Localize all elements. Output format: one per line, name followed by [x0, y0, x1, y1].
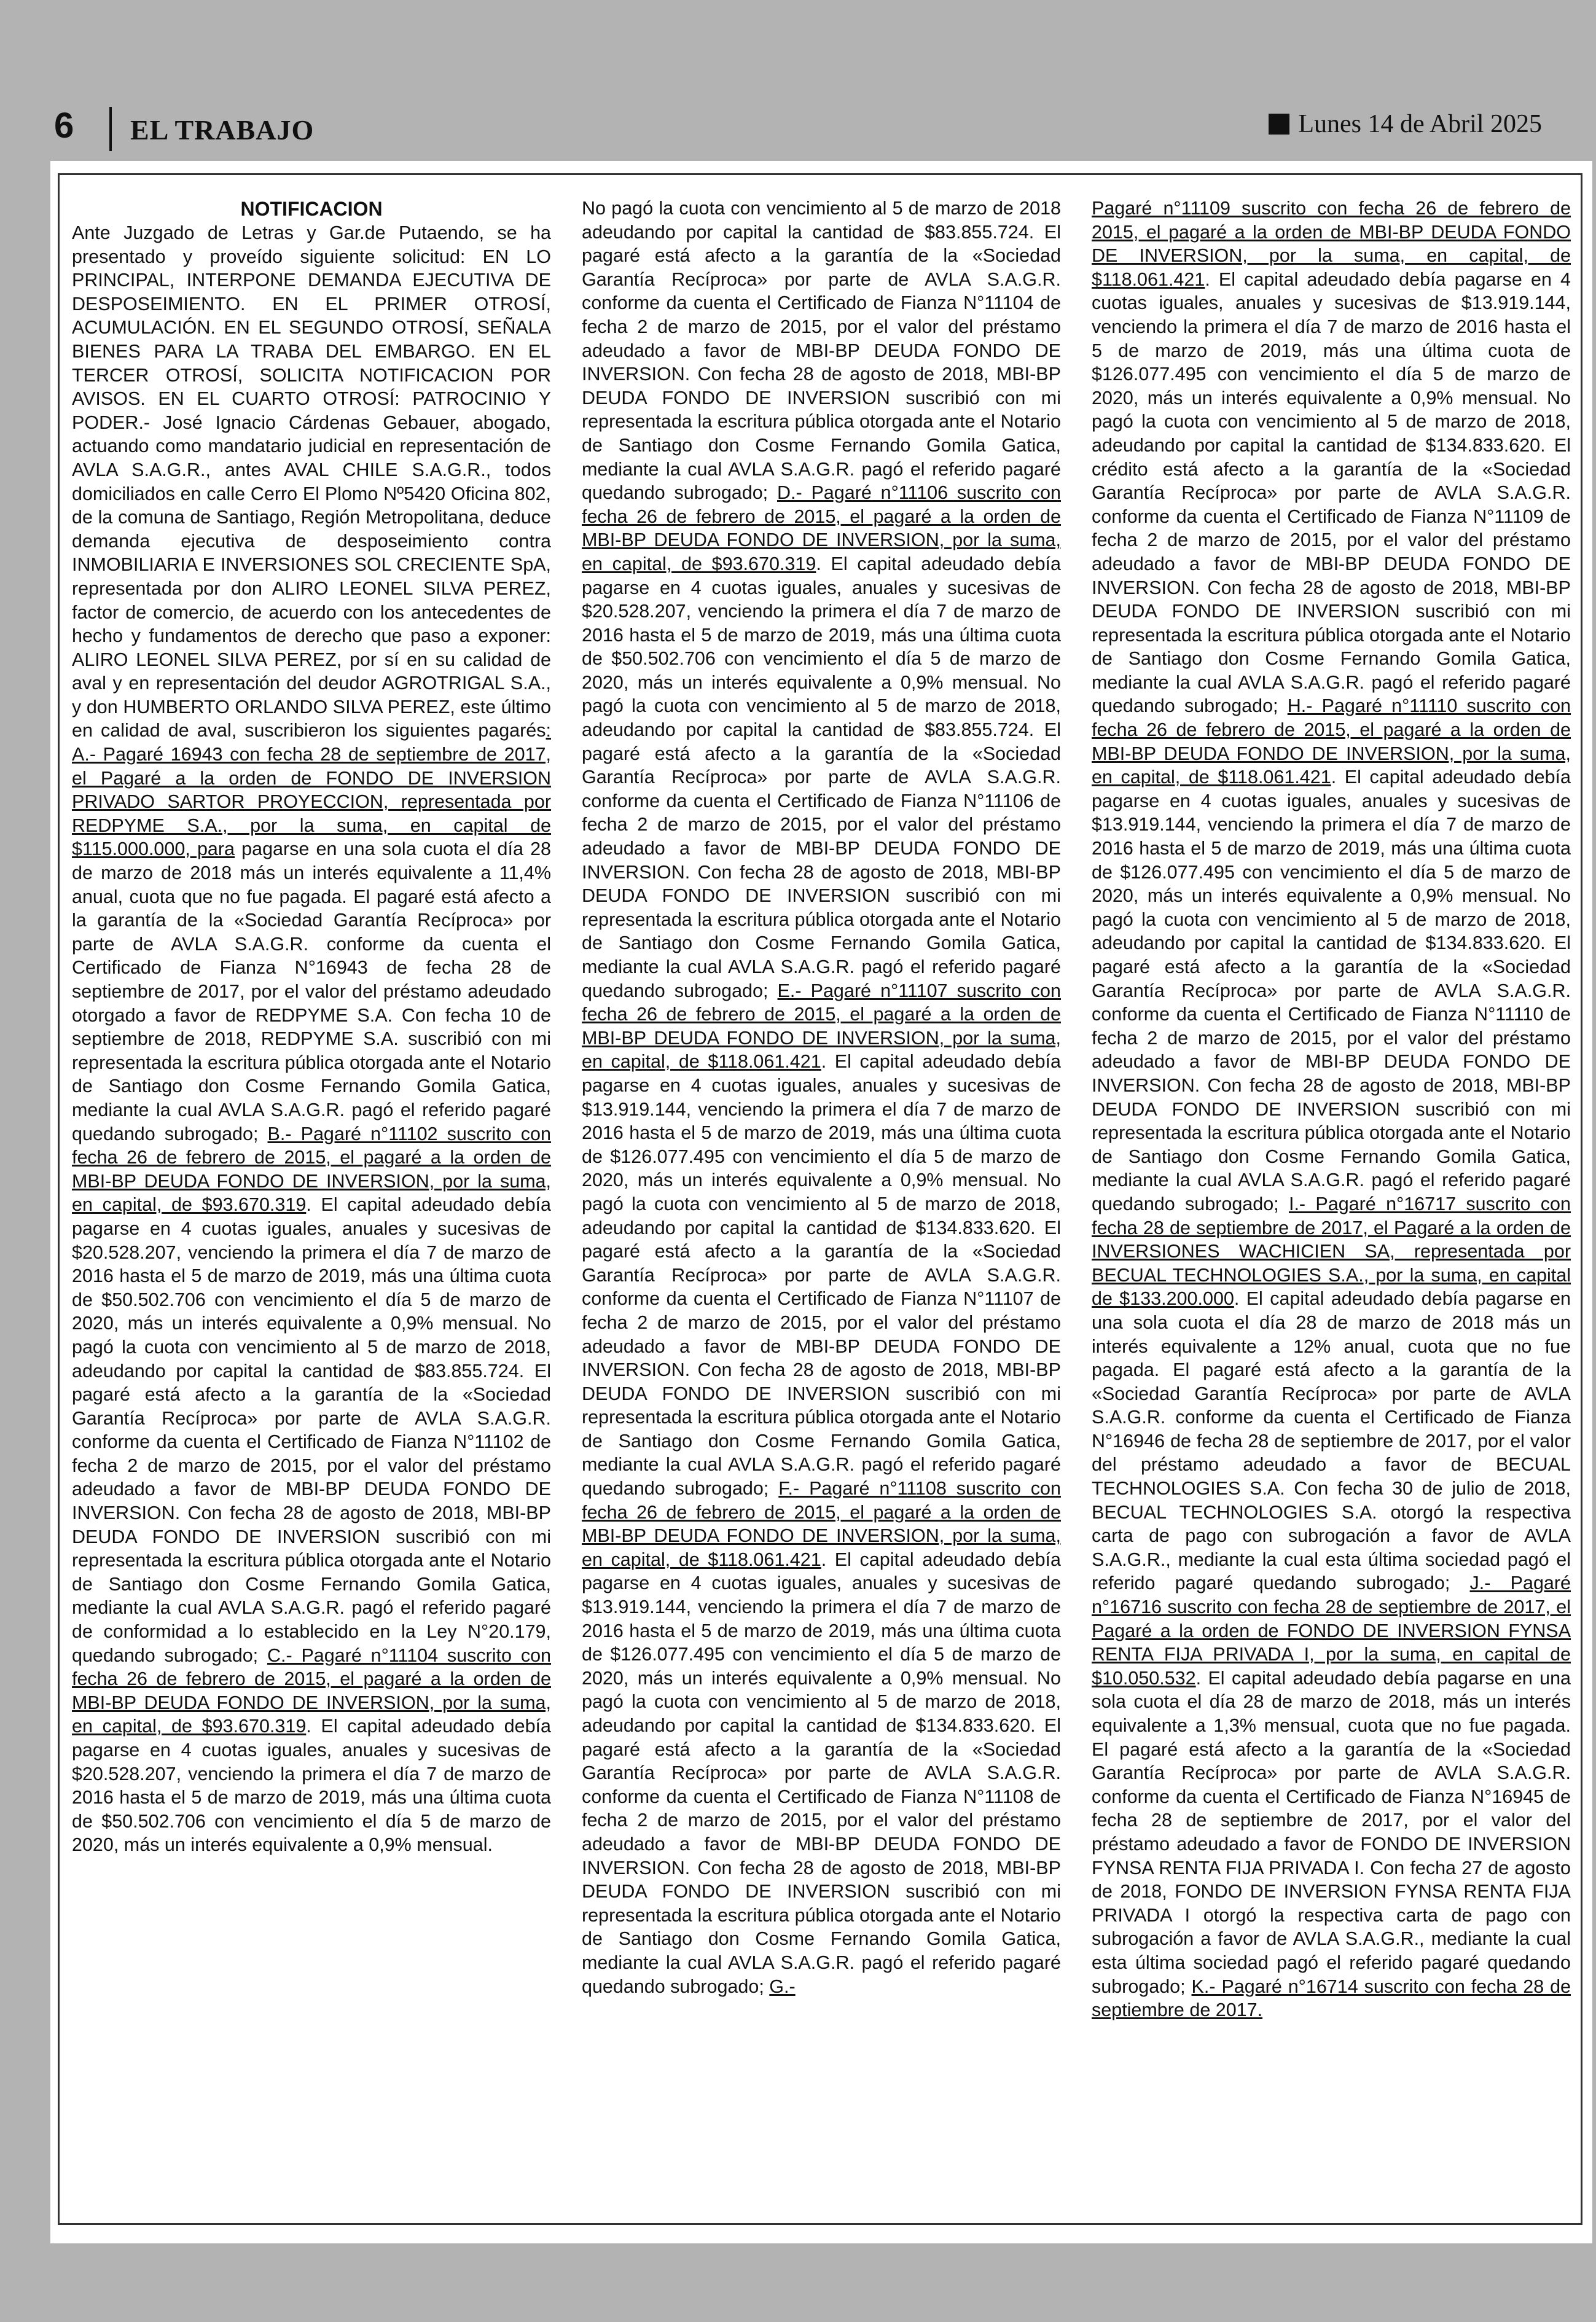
text-passage: . El capital adeudado debía pagarse en 4 cuotas iguales, anuales y sucesivas de $20.528.207, venciendo la primera el día 7 de marzo de 2016 hasta el 5 de marzo de 2019, más una última cuota de $50.502.706 con vencimiento el día 5 de marzo de 2020, más un interés equivalente a 0,9% mensual. No pagó la cuota con vencimiento al 5 de marzo de 2018, adeudando por capital la cantidad de $83.855.724. El pagaré está afecto a la garantía de la «Sociedad Garantía Recíproca» por parte de AVLA S.A.G.R. conforme da cuenta el Certificado de Fianza N°11102 de fecha 2 de marzo de 2015, por el valor del préstamo adeudado a favor de MBI-BP DEUDA FONDO DE INVERSION. Con fecha 28 de agosto de 2018, MBI-BP DEUDA FONDO DE INVERSION suscribió con mi representada la escritura pública otorgada ante el Notario de Santiago don Cosme Fernando Gomila Gatica, mediante la cual AVLA S.A.G.R. pagó el referido pagaré de conformidad a lo establecido en la Ley N°20.179, quedando subrogado;: [72, 1194, 551, 1666]
issue-date: Lunes 14 de Abril 2025: [1298, 110, 1542, 138]
text-passage: Ante Juzgado de Letras y Gar.de Putaendo, se ha presentado y proveído siguiente solicitud: EN LO PRINCIPAL, INTERPONE DEMANDA EJECUTIVA DE DESPOSEIMIENTO. EN EL PRIMER OTROSÍ, ACUMULACIÓN. EN EL SEGUNDO OTROSÍ, SEÑALA BIENES PARA LA TRABA DEL EMBARGO. EN EL TERCER OTROSÍ, SOLICITA NOTIFICACION POR AVISOS. EN EL CUARTO OTROSÍ: PATROCINIO Y PODER.- José Ignacio Cárdenas Gebauer, abogado, actuando como mandatario judicial en representación de AVLA S.A.G.R., antes AVAL CHILE S.A.G.R., todos domiciliados en calle Cerro El Plomo Nº5420 Oficina 802, de la comuna de Santiago, Región Metropolitana, deduce demanda ejecutiva de desposeimiento contra INMOBILIARIA E INVERSIONES SOL CRECIENTE SpA, representada por don ALIRO LEONEL SILVA PEREZ, factor de comercio, de acuerdo con los antecedentes de hecho y fundamentos de derecho que paso a exponer: ALIRO LEONEL SILVA PEREZ, por sí en su calidad de aval y en representación del deudor AGROTRIGAL S.A., y don HUMBERTO ORLANDO SILVA PEREZ, este último en calidad de aval, suscribieron los siguientes pagarés: [72, 222, 551, 741]
text-passage: No pagó la cuota con vencimiento al 5 de marzo de 2018 adeudando por capital la cantidad de $83.855.724. El pagaré está afecto a la garantía de la «Sociedad Garantía Recíproca» por parte de AVLA S.A.G.R. conforme da cuenta el Certificado de Fianza N°11104 de fecha 2 de marzo de 2015, por el valor del préstamo adeudado a favor de MBI-BP DEUDA FONDO DE INVERSION. Con fecha 28 de agosto de 2018, MBI-BP DEUDA FONDO DE INVERSION suscribió con mi representada la escritura pública otorgada ante el Notario de Santiago don Cosme Fernando Gomila Gatica, mediante la cual AVLA S.A.G.R. pagó el referido pagaré quedando subrogado;: [582, 198, 1061, 504]
text-passage: . El capital adeudado debía pagarse en 4 cuotas iguales, anuales y sucesivas de $13.919.144, venciendo la primera el día 7 de marzo de 2016 hasta el 5 de marzo de 2019, más una última cuota de $126.077.495 con vencimiento el día 5 de marzo de 2020, más un interés equivalente a 0,9% mensual. No pagó la cuota con vencimiento al 5 de marzo de 2018, adeudando por capital la cantidad de $134.833.620. El pagaré está afecto a la garantía de la «Sociedad Garantía Recíproca» por parte de AVLA S.A.G.R. conforme da cuenta el Certificado de Fianza N°11108 de fecha 2 de marzo de 2015, por el valor del préstamo adeudado a favor de MBI-BP DEUDA FONDO DE INVERSION. Con fecha 28 de agosto de 2018, MBI-BP DEUDA FONDO DE INVERSION suscribió con mi representada la escritura pública otorgada ante el Notario de Santiago don Cosme Fernando Gomila Gatica, mediante la cual AVLA S.A.G.R. pagó el referido pagaré quedando subrogado;: [582, 1549, 1061, 1997]
square-bullet-icon: [1269, 114, 1289, 135]
underlined-passage: E.- Pagaré n°11107 suscrito con fecha 26 de febrero de 2015, el pagaré a la orden de MBI-BP DEUDA FONDO DE INVERSION, por la suma, en capital, de $118.061.421: [582, 980, 1061, 1073]
underlined-passage: F.- Pagaré n°11108 suscrito con fecha 26 de febrero de 2015, el pagaré a la orden de MBI-BP DEUDA FONDO DE INVERSION, por la suma, en capital, de $118.061.421: [582, 1478, 1061, 1570]
text-passage: . El capital adeudado debía pagarse en 4 cuotas iguales, anuales y sucesivas de $20.528.207, venciendo la primera el día 7 de marzo de 2016 hasta el 5 de marzo de 2019, más una última cuota de $50.502.706 con vencimiento el día 5 de marzo de 2020, más un interés equivalente a 0,9% mensual. No pagó la cuota con vencimiento al 5 de marzo de 2018, adeudando por capital la cantidad de $83.855.724. El pagaré está afecto a la garantía de la «Sociedad Garantía Recíproca» por parte de AVLA S.A.G.R. conforme da cuenta el Certificado de Fianza N°11106 de fecha 2 de marzo de 2015, por el valor del préstamo adeudado a favor de MBI-BP DEUDA FONDO DE INVERSION. Con fecha 28 de agosto de 2018, MBI-BP DEUDA FONDO DE INVERSION suscribió con mi representada la escritura pública otorgada ante el Notario de Santiago don Cosme Fernando Gomila Gatica, mediante la cual AVLA S.A.G.R. pagó el referido pagaré quedando subrogado;: [582, 553, 1061, 1001]
issue-date-line: [1269, 106, 1542, 143]
underlined-passage: H.- Pagaré n°11110 suscrito con fecha 26 de febrero de 2015, el pagaré a la orden de MBI-BP DEUDA FONDO DE INVERSION, por la suma, en capital, de $118.061.421: [1092, 695, 1571, 788]
text-passage: . El capital adeudado debía pagarse en una sola cuota el día 28 de marzo de 2018, más un interés equivalente a 1,3% mensual, cuota que no fue pagada. El pagaré está afecto a la garantía de la «Sociedad Garantía Recíproca» por parte de AVLA S.A.G.R. conforme da cuenta el Certificado de Fianza N°16945 de fecha 28 de septiembre de 2017, por el valor del préstamo adeudado a favor de FONDO DE INVERSION FYNSA RENTA FIJA PRIVADA I. Con fecha 27 de agosto de 2018, FONDO DE INVERSION FYNSA RENTA FIJA PRIVADA I otorgó la respectiva carta de pago con subrogación a favor de AVLA S.A.G.R., mediante la cual esta última sociedad pagó el referido pagaré quedando subrogado;: [1092, 1667, 1571, 1997]
page-header: [0, 98, 1596, 157]
underlined-passage: D.- Pagaré n°11106 suscrito con fecha 26 de febrero de 2015, el pagaré a la orden de MBI-BP DEUDA FONDO DE INVERSION, por la suma, en capital, de $93.670.319: [582, 482, 1061, 574]
text-passage: . El capital adeudado debía pagarse en 4 cuotas iguales, anuales y sucesivas de $13.919.144, venciendo la primera el día 7 de marzo de 2016 hasta el 5 de marzo de 2019, más una última cuota de $126.077.495 con vencimiento el día 5 de marzo de 2020, más un interés equivalente a 0,9% mensual. No pagó la cuota con vencimiento al 5 de marzo de 2018, adeudando por capital la cantidad de $134.833.620. El pagaré está afecto a la garantía de la «Sociedad Garantía Recíproca» por parte de AVLA S.A.G.R. conforme da cuenta el Certificado de Fianza N°11107 de fecha 2 de marzo de 2015, por el valor del préstamo adeudado a favor de MBI-BP DEUDA FONDO DE INVERSION. Con fecha 28 de agosto de 2018, MBI-BP DEUDA FONDO DE INVERSION suscribió con mi representada la escritura pública otorgada ante el Notario de Santiago don Cosme Fernando Gomila Gatica, mediante la cual AVLA S.A.G.R. pagó el referido pagaré quedando subrogado;: [582, 1051, 1061, 1499]
notice-paragraph: [1092, 197, 1571, 2022]
notice-column-3: [1092, 197, 1571, 2205]
notice-frame: [58, 173, 1582, 2225]
text-passage: . El capital adeudado debía pagarse en una sola cuota el día 28 de marzo de 2018 más un interés equivalente a 12% anual, cuota que no fue pagada. El pagaré está afecto a la garantía de la «Sociedad Garantía Recíproca» por parte de AVLA S.A.G.R. conforme da cuenta el Certificado de Fianza N°16946 de fecha 28 de septiembre de 2017, por el valor del préstamo adeudado a favor de BECUAL TECHNOLOGIES S.A. Con fecha 30 de julio de 2018, BECUAL TECHNOLOGIES S.A. otorgó la respectiva carta de pago con subrogación a favor de AVLA S.A.G.R., mediante la cual esta última sociedad pagó el referido pagaré quedando subrogado;: [1092, 1288, 1571, 1594]
notice-title: NOTIFICACION: [240, 198, 383, 220]
underlined-passage: I.- Pagaré n°16717 suscrito con fecha 28 de septiembre de 2017, el Pagaré a la orden de INVERSIONES WACHICIEN SA, representada por BECUAL TECHNOLOGIES S.A., por la suma, en capital de $133.200.000: [1092, 1193, 1571, 1310]
underlined-passage: J.- Pagaré n°16716 suscrito con fecha 28 de septiembre de 2017, el Pagaré a la orden de FONDO DE INVERSION FYNSA RENTA FIJA PRIVADA I, por la suma, en capital de $10.050.532: [1092, 1573, 1571, 1689]
header-divider: [109, 107, 112, 151]
text-passage: . El capital adeudado debía pagarse en 4 cuotas iguales, anuales y sucesivas de $20.528.207, venciendo la primera el día 7 de marzo de 2016 hasta el 5 de marzo de 2019, más una última cuota de $50.502.706 con vencimiento el día 5 de marzo de 2020, más un interés equivalente a 0,9% mensual.: [72, 1716, 551, 1856]
underlined-passage: : A.- Pagaré 16943 con fecha 28 de septiembre de 2017, el Pagaré a la orden de FONDO DE INVERSION PRIVADO SARTOR PROYECCION, representada por REDPYME S.A., por la suma, en capital de $115.000.000, para: [72, 720, 551, 860]
page-number: 6: [54, 106, 74, 146]
notice-paragraph: [582, 197, 1061, 1998]
notice-paragraph: [72, 221, 551, 1857]
underlined-passage: C.- Pagaré n°11104 suscrito con fecha 26 de febrero de 2015, el pagaré a la orden de MBI-BP DEUDA FONDO DE INVERSION, por la suma, en capital, de $93.670.319: [72, 1644, 551, 1737]
text-passage: pagarse en una sola cuota el día 28 de marzo de 2018 más un interés equivalente a 11,4% anual, cuota que no fue pagada. El pagaré está afecto a la garantía de la «Sociedad Garantía Recíproca» por parte de AVLA S.A.G.R. conforme da cuenta el Certificado de Fianza N°16943 de fecha 28 de septiembre de 2017, por el valor del préstamo adeudado otorgado a favor de REDPYME S.A. Con fecha 10 de septiembre de 2018, REDPYME S.A. suscribió con mi representada la escritura pública otorgada ante el Notario de Santiago don Cosme Fernando Gomila Gatica, mediante la cual AVLA S.A.G.R. pagó el referido pagaré quedando subrogado;: [72, 838, 551, 1144]
underlined-passage: Pagaré n°11109 suscrito con fecha 26 de febrero de 2015, el pagaré a la orden de MBI-BP DEUDA FONDO DE INVERSION, por la suma, en capital, de $118.061.421: [1092, 198, 1571, 290]
underlined-passage: K.- Pagaré n°16714 suscrito con fecha 28 de septiembre de 2017.: [1092, 1976, 1571, 2021]
newspaper-page: [50, 161, 1592, 2243]
notice-column-2: [582, 197, 1061, 2205]
underlined-passage: B.- Pagaré n°11102 suscrito con fecha 26 de febrero de 2015, el pagaré a la orden de MBI-BP DEUDA FONDO DE INVERSION, por la suma, en capital, de $93.670.319: [72, 1123, 551, 1216]
notice-column-1: [72, 197, 551, 2205]
text-passage: . El capital adeudado debía pagarse en 4 cuotas iguales, anuales y sucesivas de $13.919.144, venciendo la primera el día 7 de marzo de 2016 hasta el 5 de marzo de 2019, más una última cuota de $126.077.495 con vencimiento el día 5 de marzo de 2020, más un interés equivalente a 0,9% mensual. No pagó la cuota con vencimiento al 5 de marzo de 2018, adeudando por capital la cantidad de $134.833.620. El crédito está afecto a la garantía de la «Sociedad Garantía Recíproca» por parte de AVLA S.A.G.R. conforme da cuenta el Certificado de Fianza N°11109 de fecha 2 de marzo de 2015, por el valor del préstamo adeudado a favor de MBI-BP DEUDA FONDO DE INVERSION. Con fecha 28 de agosto de 2018, MBI-BP DEUDA FONDO DE INVERSION suscribió con mi representada la escritura pública otorgada ante el Notario de Santiago don Cosme Fernando Gomila Gatica, mediante la cual AVLA S.A.G.R. pagó el referido pagaré quedando subrogado;: [1092, 268, 1571, 717]
underlined-passage: G.-: [769, 1976, 796, 1997]
text-passage: . El capital adeudado debía pagarse en 4 cuotas iguales, anuales y sucesivas de $13.919.144, venciendo la primera el día 7 de marzo de 2016 hasta el 5 de marzo de 2019, más una última cuota de $126.077.495 con vencimiento el día 5 de marzo de 2020, más un interés equivalente a 0,9% mensual. No pagó la cuota con vencimiento al 5 de marzo de 2018, adeudando por capital la cantidad de $134.833.620. El pagaré está afecto a la garantía de la «Sociedad Garantía Recíproca» por parte de AVLA S.A.G.R. conforme da cuenta el Certificado de Fianza N°11110 de fecha 2 de marzo de 2015, por el valor del préstamo adeudado a favor de MBI-BP DEUDA FONDO DE INVERSION. Con fecha 28 de agosto de 2018, MBI-BP DEUDA FONDO DE INVERSION suscribió con mi representada la escritura pública otorgada ante el Notario de Santiago don Cosme Fernando Gomila Gatica, mediante la cual AVLA S.A.G.R. pagó el referido pagaré quedando subrogado;: [1092, 767, 1571, 1214]
newspaper-name: EL TRABAJO: [130, 114, 315, 146]
